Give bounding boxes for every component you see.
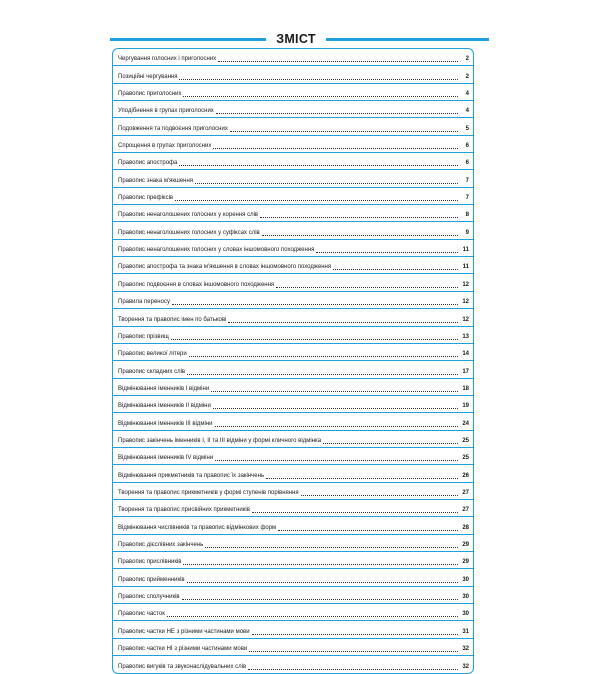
dot-leader: [266, 478, 458, 479]
dot-leader: [248, 669, 458, 670]
toc-entry-label: Правопис прийменників: [118, 576, 185, 583]
toc-entry: [113, 49, 473, 66]
toc-entry: [113, 431, 473, 448]
toc-entry-label: Правопис апострофа та знака м'якшення в словах іншомовного походження: [118, 264, 332, 271]
toc-entry-label: Правопис ненаголошених голосних у корення слів: [118, 212, 259, 219]
toc-entry-label: Творення та правопис прикметників у формі ступенів порівняння: [118, 489, 299, 496]
dot-leader: [171, 339, 458, 340]
toc-entry-page: 26: [462, 472, 469, 479]
toc-entry-label: Правила переносу: [118, 299, 170, 306]
toc-entry: [113, 535, 473, 552]
toc-entry-label: Правопис сполучників: [118, 594, 180, 600]
toc-entry: [113, 483, 473, 500]
dot-leader: [187, 582, 458, 583]
toc-entry-label: Правопис частки НІ з різними частинами мови: [118, 646, 248, 653]
toc-entry-label: Правопис вигуків та звуконаслідувальних слів: [118, 664, 247, 671]
toc-entry: [113, 396, 473, 413]
toc-entry: [113, 153, 473, 170]
toc-entry-label: Правопис прислівників: [118, 559, 182, 566]
toc-entry: [113, 500, 473, 517]
toc-entry: [113, 66, 473, 83]
toc-entry-page: 8: [465, 212, 469, 219]
dot-leader: [316, 252, 458, 253]
toc-entry-label: Творення та правопис присвійних прикметників: [118, 507, 250, 514]
toc-entry-label: Правопис префіксів: [118, 195, 174, 202]
toc-entry-page: 7: [465, 177, 469, 184]
toc-entry: [113, 292, 473, 309]
dot-leader: [252, 512, 458, 513]
toc-entry-label: Позиційні чергування: [118, 73, 178, 80]
dot-leader: [276, 287, 458, 288]
dot-leader: [278, 530, 458, 531]
dot-leader: [249, 651, 458, 652]
toc-entry: [113, 257, 473, 274]
toc-entry: [113, 465, 473, 482]
toc-entry-label: Правопис закінчень іменників І, ІІ та ІІІ відміни у формі кличного відмінка: [118, 437, 322, 444]
dot-leader: [230, 131, 458, 132]
dot-leader: [215, 426, 458, 427]
dot-leader: [262, 235, 458, 236]
dot-leader: [260, 217, 458, 218]
toc-entry-page: 2: [465, 56, 469, 63]
title-rule-right: [326, 38, 489, 41]
toc-entry-label: Відмінювання іменників І відміни: [118, 385, 210, 392]
toc-entry-page: 25: [462, 455, 469, 462]
toc-entry: [113, 240, 473, 257]
dot-leader: [215, 460, 458, 461]
toc-entry-label: Творення та правопис імен по батькові: [118, 316, 227, 323]
toc-entry: [113, 344, 473, 361]
toc-entry-page: 24: [462, 420, 469, 427]
dot-leader: [179, 79, 458, 80]
title-rule-left: [110, 38, 266, 41]
toc-entry-page: 32: [462, 664, 469, 671]
toc-entry: [113, 656, 473, 673]
toc-entry-label: Подовження та подвоєння приголосних: [118, 125, 228, 132]
dot-leader: [167, 616, 458, 617]
toc-entry: [113, 222, 473, 239]
toc-entry: [113, 639, 473, 656]
toc-entry-label: Відмінювання числівників та правопис відмінкових форм: [118, 524, 277, 531]
toc-entry-label: Правопис прізвищ: [118, 333, 169, 340]
toc-entry-page: 19: [462, 403, 469, 410]
toc-entry: [113, 569, 473, 586]
toc-entry-page: 29: [462, 559, 469, 566]
toc-entry-page: 6: [465, 143, 469, 150]
dot-leader: [323, 443, 458, 444]
dot-leader: [189, 356, 458, 357]
toc-entry: [113, 621, 473, 638]
dot-leader: [301, 495, 458, 496]
toc-entry-page: 27: [462, 507, 469, 514]
toc-entry: [113, 552, 473, 569]
toc-entry-label: Відмінювання іменників ІІ відміни: [118, 403, 211, 410]
toc-entry-label: Спрощення в групах приголосних: [118, 143, 212, 150]
toc-entry-label: Чергування голосних і приголосних: [118, 56, 217, 63]
toc-entry: [113, 136, 473, 153]
toc-entry: [113, 379, 473, 396]
page-title: ЗМІСТ: [276, 32, 316, 46]
toc-entry: [113, 274, 473, 291]
toc-entry-label: Правопис частки НЕ з різними частинами мови: [118, 628, 250, 635]
toc-entry-label: Правопис ненаголошених голосних у суфіксах слів: [118, 229, 260, 236]
toc-entry: [113, 361, 473, 378]
table-of-contents: [112, 48, 474, 674]
toc-entry-page: 12: [462, 299, 469, 306]
toc-entry-page: 32: [462, 646, 469, 653]
toc-entry: [113, 188, 473, 205]
dot-leader: [172, 304, 458, 305]
toc-entry-page: 9: [465, 229, 469, 236]
toc-entry-page: 2: [465, 73, 469, 80]
toc-entry-page: 31: [462, 628, 469, 635]
dot-leader: [228, 322, 458, 323]
toc-entry-page: 4: [465, 91, 469, 98]
dot-leader: [195, 183, 458, 184]
toc-entry-page: 18: [462, 385, 469, 392]
toc-entry-page: 13: [462, 333, 469, 340]
toc-entry-page: 30: [462, 611, 469, 618]
toc-entry-page: 14: [462, 351, 469, 358]
toc-entry-label: Уподібнення в групах приголосних: [118, 108, 214, 115]
toc-entry-label: Правопис складних слів: [118, 368, 186, 375]
toc-entry-label: Відмінювання прикметників та правопис їх закінчень: [118, 472, 265, 479]
toc-entry-page: 11: [462, 247, 469, 254]
toc-entry-page: 7: [465, 195, 469, 202]
dot-leader: [218, 61, 458, 62]
toc-entry-label: Відмінювання іменників IV відміни: [118, 455, 214, 462]
toc-entry-label: Правопис дієслівних закінчень: [118, 541, 204, 548]
toc-entry-page: 12: [462, 316, 469, 323]
dot-leader: [175, 200, 458, 201]
toc-entry: [113, 118, 473, 135]
toc-entry-page: 5: [465, 125, 469, 132]
toc-entry-label: Правопис апострофа: [118, 160, 178, 167]
toc-entry-label: Правопис часток: [118, 611, 165, 618]
toc-entry: [113, 84, 473, 101]
dot-leader: [183, 96, 458, 97]
toc-entry: [113, 448, 473, 465]
toc-entry: [113, 101, 473, 118]
toc-entry-label: Відмінювання іменників ІІІ відміни: [118, 420, 213, 427]
toc-entry: [113, 327, 473, 344]
toc-entry: [113, 170, 473, 187]
toc-entry-page: 6: [465, 160, 469, 167]
toc-entry-page: 29: [462, 541, 469, 548]
dot-leader: [213, 408, 458, 409]
dot-leader: [252, 634, 458, 635]
dot-leader: [179, 165, 458, 166]
toc-entry-label: Правопис великої літери: [118, 351, 187, 358]
toc-entry: [113, 309, 473, 326]
toc-entry-label: Правопис ненаголошених голосних у словах іншомовного походження: [118, 247, 315, 254]
toc-entry: [113, 604, 473, 621]
toc-entry-label: Правопис приголосних: [118, 91, 182, 98]
dot-leader: [211, 391, 458, 392]
dot-leader: [183, 564, 458, 565]
dot-leader: [216, 113, 458, 114]
dot-leader: [182, 599, 458, 600]
dot-leader: [187, 374, 458, 375]
toc-entry-page: 30: [462, 594, 469, 600]
toc-entry-page: 28: [462, 524, 469, 531]
toc-entry: [113, 205, 473, 222]
toc-entry-page: 25: [462, 437, 469, 444]
dot-leader: [333, 269, 458, 270]
toc-entry-page: 27: [462, 489, 469, 496]
toc-entry-label: Правопис подвоєння в словах іншомовного походження: [118, 281, 275, 288]
toc-entry-page: 17: [462, 368, 469, 375]
toc-entry: [113, 587, 473, 604]
toc-entry: [113, 517, 473, 534]
dot-leader: [213, 148, 458, 149]
toc-entry-page: 4: [465, 108, 469, 115]
toc-entry-label: Правопис знака м'якшення: [118, 177, 194, 184]
toc-entry-page: 12: [462, 281, 469, 288]
toc-entry: [113, 413, 473, 430]
toc-entry-page: 30: [462, 576, 469, 583]
dot-leader: [205, 547, 458, 548]
toc-entry-page: 11: [462, 264, 469, 271]
